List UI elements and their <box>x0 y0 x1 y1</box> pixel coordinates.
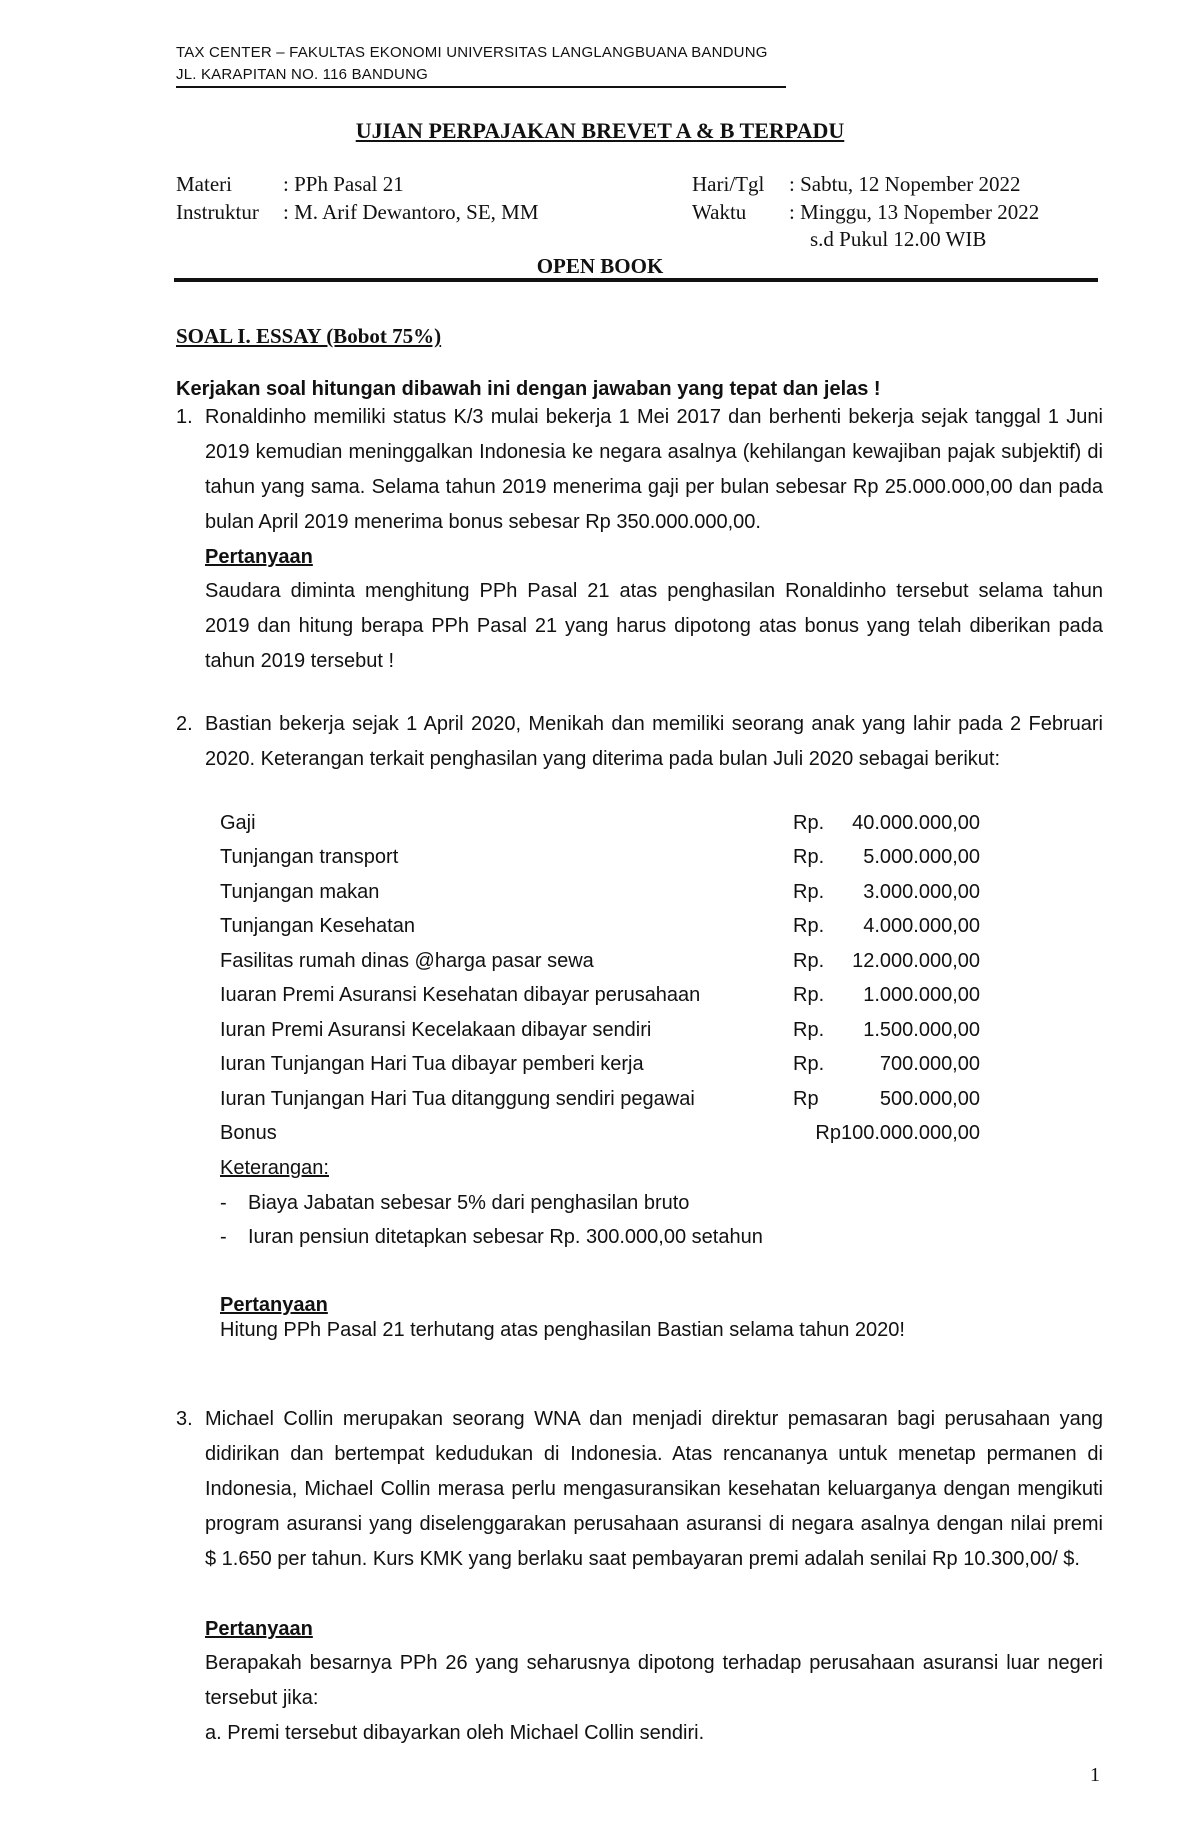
income-currency: Rp <box>793 1088 819 1110</box>
income-row <box>220 1019 980 1049</box>
materi-value: : PPh Pasal 21 <box>283 172 404 196</box>
instruction: Kerjakan soal hitungan dibawah ini dengan jawaban yang tepat dan jelas ! <box>176 378 881 400</box>
income-currency: Rp. <box>793 1019 825 1041</box>
header-rule <box>174 278 1098 282</box>
income-row <box>220 915 980 945</box>
income-label: Iuran Tunjangan Hari Tua ditanggung sendiri pegawai <box>220 1088 695 1110</box>
income-amount: 4.000.000,00 <box>863 915 980 937</box>
income-amount: Rp100.000.000,00 <box>815 1122 980 1144</box>
income-row <box>220 881 980 911</box>
q3-number: 3. <box>176 1408 193 1430</box>
page-number: 1 <box>1090 1764 1100 1786</box>
income-amount: 500.000,00 <box>879 1088 980 1110</box>
income-amount: 12.000.000,00 <box>852 950 980 972</box>
income-amount: 1.000.000,00 <box>863 984 980 1006</box>
section-title: SOAL I. ESSAY (Bobot 75%) <box>176 324 442 348</box>
income-row <box>220 1122 980 1152</box>
open-book-label: OPEN BOOK <box>536 254 664 278</box>
haritgl-label: Hari/Tgl <box>692 172 765 196</box>
q3-option-a: a. Premi tersebut dibayarkan oleh Michael Collin sendiri. <box>205 1722 705 1744</box>
q2-text: Bastian bekerja sejak 1 April 2020, Menikah dan memiliki seorang anak yang lahir pada 2 Februari 2020. Keterangan terkait penghasilan yang diterima pada bulan Juli 2020 sebagai berikut: <box>205 713 1103 770</box>
income-row <box>220 1053 980 1083</box>
income-amount: 40.000.000,00 <box>852 812 980 834</box>
income-currency: Rp. <box>793 915 825 937</box>
institution-header: TAX CENTER – FAKULTAS EKONOMI UNIVERSITAS LANGLANGBUANA BANDUNG <box>176 44 768 61</box>
keterangan-text: Iuran pensiun ditetapkan sebesar Rp. 300.000,00 setahun <box>248 1226 763 1248</box>
institution-address: JL. KARAPITAN NO. 116 BANDUNG <box>176 66 428 83</box>
income-label: Iuran Premi Asuransi Kecelakaan dibayar sendiri <box>220 1019 652 1041</box>
bullet-dash: - <box>220 1226 227 1248</box>
income-row <box>220 812 980 842</box>
instruktur-value: : M. Arif Dewantoro, SE, MM <box>283 200 539 224</box>
q1-text: Ronaldinho memiliki status K/3 mulai bekerja 1 Mei 2017 dan berhenti bekerja sejak tanggal 1 Juni 2019 kemudian meninggalkan Indonesia ke negara asalnya (kehilangan kewajiban pajak subjektif) di tahun yang sama. Selama tahun 2019 menerima gaji per bulan sebesar Rp 25.000.000,00 dan pada bulan April 2019 menerima bonus sebesar Rp 350.000.000,00. <box>205 406 1103 533</box>
income-row <box>220 846 980 876</box>
q3-pertanyaan: Berapakah besarnya PPh 26 yang seharusnya dipotong terhadap perusahaan asuransi luar negeri tersebut jika: <box>205 1652 1103 1709</box>
income-label: Iuaran Premi Asuransi Kesehatan dibayar perusahaan <box>220 984 701 1006</box>
keterangan-text: Biaya Jabatan sebesar 5% dari penghasilan bruto <box>248 1192 690 1214</box>
income-row <box>220 950 980 980</box>
q1-number: 1. <box>176 406 193 428</box>
income-row <box>220 1088 980 1118</box>
q2-number: 2. <box>176 713 193 735</box>
instruktur-label: Instruktur <box>176 200 259 224</box>
income-label: Tunjangan Kesehatan <box>220 915 415 937</box>
q1-pertanyaan: Saudara diminta menghitung PPh Pasal 21 atas penghasilan Ronaldinho tersebut selama tahun 2019 dan hitung berapa PPh Pasal 21 yang harus dipotong atas bonus yang telah diberikan pada tahun 2019 tersebut ! <box>205 580 1103 672</box>
income-amount: 5.000.000,00 <box>863 846 980 868</box>
q2-pertanyaan: Hitung PPh Pasal 21 terhutang atas penghasilan Bastian selama tahun 2020! <box>220 1319 905 1341</box>
income-amount: 3.000.000,00 <box>863 881 980 903</box>
waktu-value-end: s.d Pukul 12.00 WIB <box>810 227 987 251</box>
income-label: Tunjangan makan <box>220 881 380 903</box>
income-currency: Rp. <box>793 881 825 903</box>
income-label: Iuran Tunjangan Hari Tua dibayar pemberi kerja <box>220 1053 644 1075</box>
income-currency: Rp. <box>793 1053 825 1075</box>
q3-pertanyaan-label: Pertanyaan <box>205 1618 313 1640</box>
q3-text: Michael Collin merupakan seorang WNA dan menjadi direktur pemasaran bagi perusahaan yang didirikan dan bertempat kedudukan di Indonesia. Atas rencananya untuk menetap permanen di Indonesia, Michael Collin merasa perlu mengasuransikan kesehatan keluarganya dengan mengikuti program asuransi yang diselenggarakan perusahaan asuransi di negara asalnya dengan nilai premi $ 1.650 per tahun. Kurs KMK yang berlaku saat pembayaran premi adalah senilai Rp 10.300,00/ $. <box>205 1408 1103 1570</box>
q1-pertanyaan-label: Pertanyaan <box>205 546 313 568</box>
income-currency: Rp. <box>793 846 825 868</box>
waktu-label: Waktu <box>692 200 747 224</box>
q2-pertanyaan-label: Pertanyaan <box>220 1294 328 1316</box>
exam-title: UJIAN PERPAJAKAN BREVET A & B TERPADU <box>355 118 845 143</box>
header-underline <box>176 86 786 88</box>
income-label: Gaji <box>220 812 256 834</box>
income-amount: 1.500.000,00 <box>863 1019 980 1041</box>
income-row <box>220 984 980 1014</box>
income-amount: 700.000,00 <box>879 1053 980 1075</box>
waktu-value: : Minggu, 13 Nopember 2022 <box>789 200 1040 224</box>
income-label: Tunjangan transport <box>220 846 399 868</box>
income-currency: Rp. <box>793 812 825 834</box>
materi-label: Materi <box>176 172 232 196</box>
income-label: Bonus <box>220 1122 277 1144</box>
bullet-dash: - <box>220 1192 227 1214</box>
income-label: Fasilitas rumah dinas @harga pasar sewa <box>220 950 594 972</box>
keterangan-label: Keterangan: <box>220 1157 329 1179</box>
income-currency: Rp. <box>793 950 825 972</box>
haritgl-value: : Sabtu, 12 Nopember 2022 <box>789 172 1021 196</box>
income-currency: Rp. <box>793 984 825 1006</box>
